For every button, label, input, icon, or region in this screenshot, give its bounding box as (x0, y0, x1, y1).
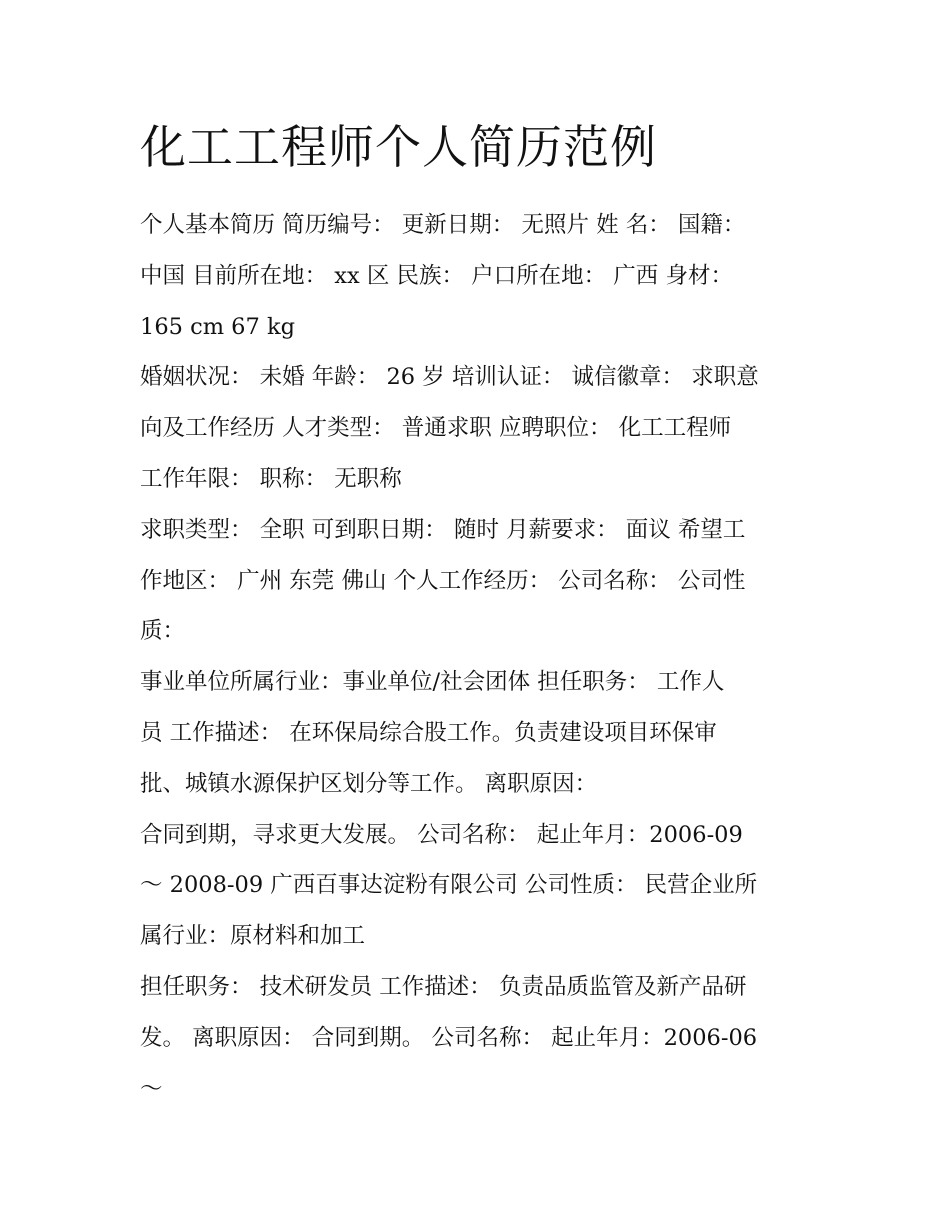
body-line: ～ 2008-09 广西百事达淀粉有限公司 公司性质： 民营企业所 (140, 872, 758, 899)
body-line: 质： (140, 618, 186, 645)
body-line: 批、城镇水源保护区划分等工作。 离职原因： (140, 770, 598, 797)
body-line: 工作年限： 职称： 无职称 (140, 465, 402, 492)
body-line: 担任职务： 技术研发员 工作描述： 负责品质监管及新产品研 (140, 973, 747, 1000)
body-line: 员 工作描述： 在环保局综合股工作。负责建设项目环保审 (140, 719, 717, 746)
body-line: 作地区： 广州 东莞 佛山 个人工作经历： 公司名称： 公司性 (140, 567, 746, 594)
body-line: 中国 目前所在地： xx 区 民族： 户口所在地： 广西 身材： (140, 262, 733, 289)
body-line: 165 cm 67 kg (140, 313, 296, 340)
body-line: ～ (140, 1075, 163, 1102)
body-line: 求职类型： 全职 可到职日期： 随时 月薪要求： 面议 希望工 (140, 516, 746, 543)
body-line: 个人基本简历 简历编号： 更新日期： 无照片 姓 名： 国籍： (140, 212, 746, 238)
body-line: 发。 离职原因： 合同到期。 公司名称： 起止年月：2006-06 (140, 1024, 758, 1051)
body-line: 合同到期，寻求更大发展。 公司名称： 起止年月：2006-09 (140, 821, 743, 848)
body-line: 婚姻状况： 未婚 年龄： 26 岁 培训认证： 诚信徽章： 求职意 (140, 364, 759, 391)
resume-body (140, 200, 820, 1114)
body-line: 向及工作经历 人才类型： 普通求职 应聘职位： 化工工程师 (140, 415, 732, 442)
document-title: 化工工程师个人简历范例 (140, 120, 657, 174)
body-line: 属行业：原材料和加工 (140, 923, 366, 950)
body-line: 事业单位所属行业：事业单位/社会团体 担任职务： 工作人 (140, 669, 725, 696)
